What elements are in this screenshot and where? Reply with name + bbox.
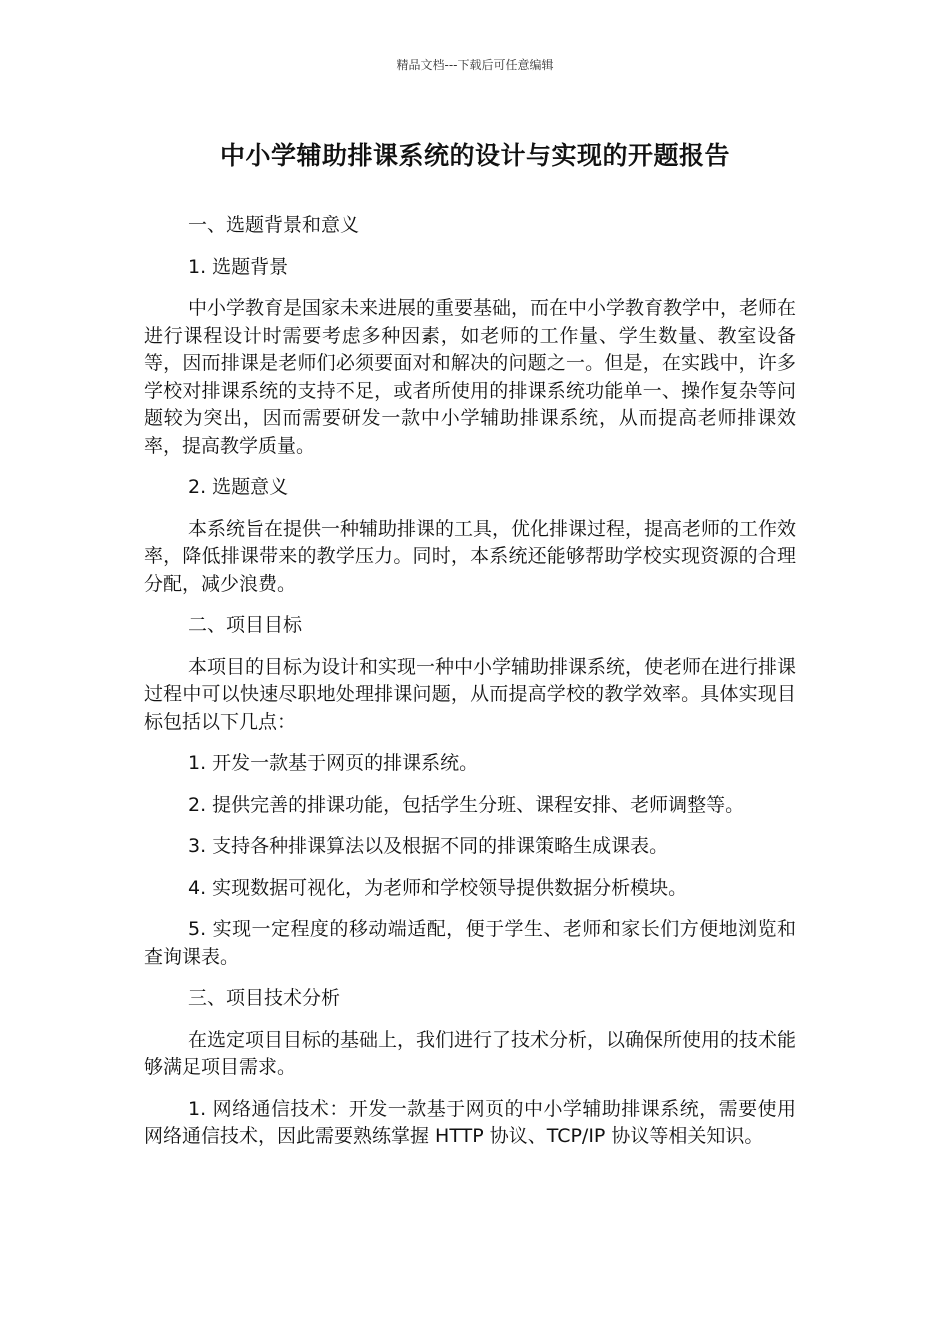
goal-item-5: 5. 实现一定程度的移动端适配，便于学生、老师和家长们方便地浏览和查询课表。 — [144, 918, 796, 968]
section-heading-tech: 三、项目技术分析 — [188, 987, 341, 1009]
document-body — [144, 212, 796, 1165]
paragraph-tech: 在选定项目目标的基础上，我们进行了技术分析，以确保所使用的技术能够满足项目需求。 — [144, 1028, 797, 1078]
section-heading-goals: 二、项目目标 — [188, 614, 303, 636]
document-title: 中小学辅助排课系统的设计与实现的开题报告 — [219, 141, 730, 170]
section-heading-background: 一、选题背景和意义 — [188, 214, 360, 236]
paragraph-goals: 本项目的目标为设计和实现一种中小学辅助排课系统，使老师在进行排课过程中可以快速尽职地处理排课问题，从而提高学校的教学效率。具体实现目标包括以下几点： — [144, 655, 797, 733]
subheading-significance: 2. 选题意义 — [188, 476, 289, 498]
goal-item-2: 2. 提供完善的排课功能，包括学生分班、课程安排、老师调整等。 — [188, 793, 745, 816]
paragraph-significance: 本系统旨在提供一种辅助排课的工具，优化排课过程，提高老师的工作效率，降低排课带来的教学压力。同时，本系统还能够帮助学校实现资源的合理分配，减少浪费。 — [144, 517, 797, 595]
goal-item-1: 1. 开发一款基于网页的排课系统。 — [188, 752, 479, 774]
tech-item-1: 1. 网络通信技术：开发一款基于网页的中小学辅助排课系统，需要使用网络通信技术，因此需要熟练掌握 HTTP 协议、TCP/IP 协议等相关知识。 — [144, 1097, 796, 1147]
goal-item-3: 3. 支持各种排课算法以及根据不同的排课策略生成课表。 — [188, 835, 669, 857]
page-header-watermark: 精品文档---下载后可任意编辑 — [396, 58, 554, 72]
goal-item-4: 4. 实现数据可视化，为老师和学校领导提供数据分析模块。 — [188, 876, 688, 899]
subheading-background: 1. 选题背景 — [188, 255, 289, 278]
paragraph-background: 中小学教育是国家未来进展的重要基础，而在中小学教育教学中，老师在进行课程设计时需要考虑多种因素，如老师的工作量、学生数量、教室设备等，因而排课是老师们必须要面对和解决的问题之一。但是，在实践中，许多学校对排课系统的支持不足，或者所使用的排课系统功能单一、操作复杂等问题较为突出，因而需要研发一款中小学辅助排课系统，从而提高老师排课效率，提高教学质量。 — [144, 297, 797, 457]
